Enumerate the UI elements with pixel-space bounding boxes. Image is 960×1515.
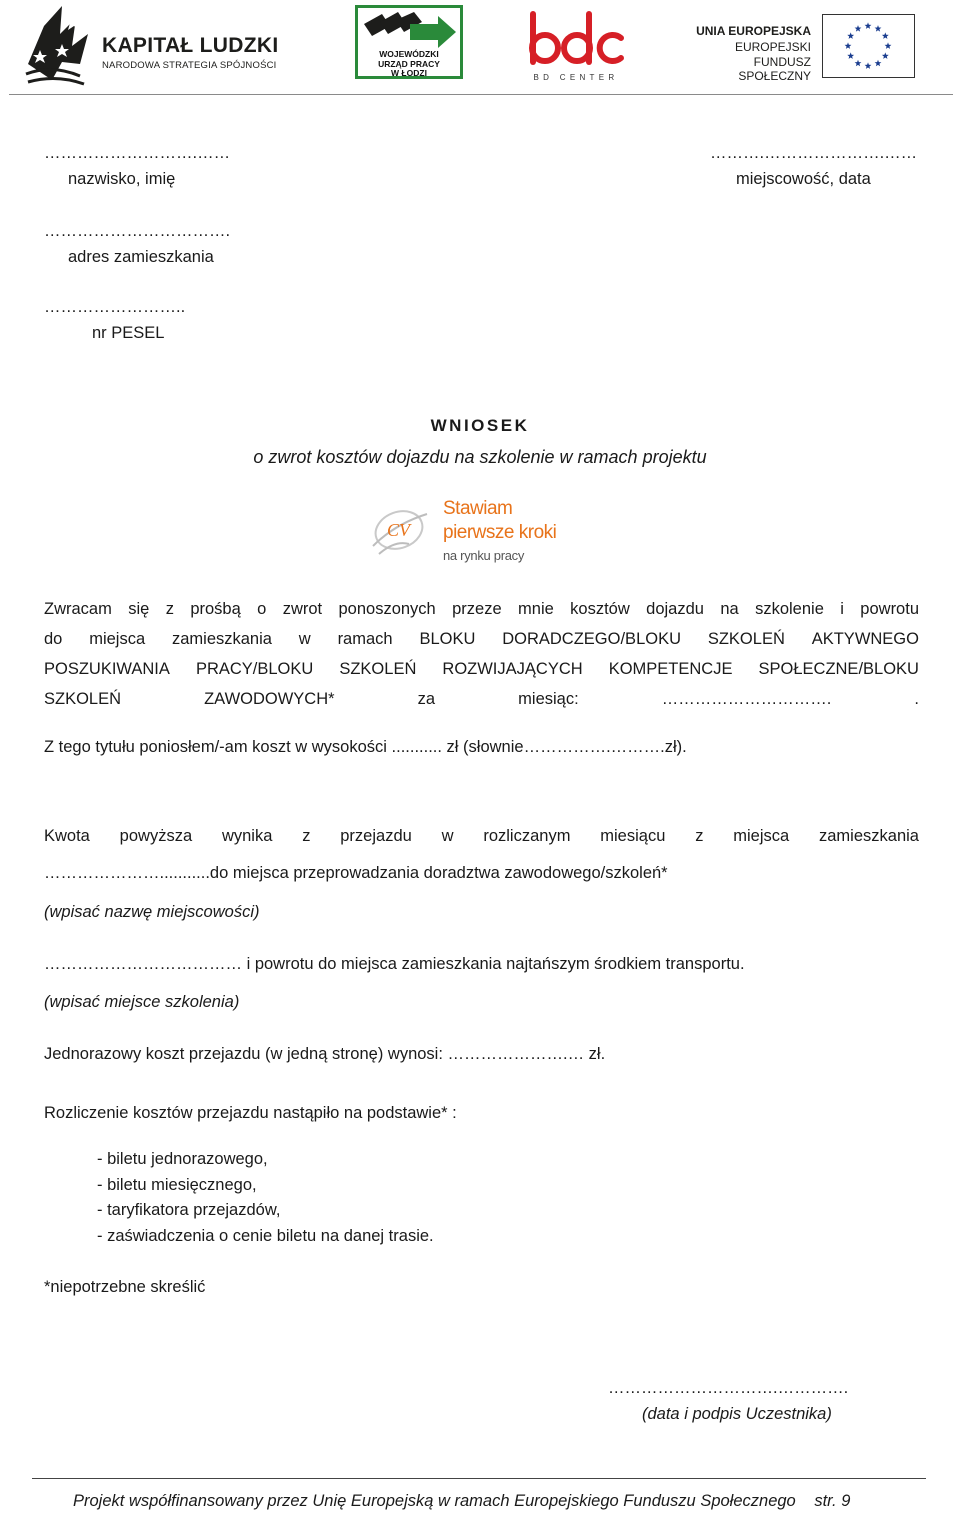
word: z [165, 600, 174, 618]
ue-line2: EUROPEJSKI [734, 40, 811, 54]
word: kosztów [570, 600, 630, 618]
bdc-logo [525, 10, 627, 82]
word: powrotu [860, 600, 919, 618]
word: AKTYWNEGO [811, 630, 919, 648]
word: miejsca [733, 827, 790, 845]
route-line-1 [44, 821, 919, 851]
eu-star-icon [875, 25, 882, 32]
eu-star-icon [882, 52, 889, 59]
word: przejazdu [340, 827, 412, 845]
wup-line2: URZĄD PRACY [378, 58, 440, 69]
signature-label: (data i podpis Uczestnika) [642, 1405, 832, 1423]
ue-efs-logo [685, 14, 917, 83]
request-line-2 [44, 624, 919, 654]
name-label: nazwisko, imię [68, 170, 176, 188]
word: się [128, 600, 150, 618]
word: z [695, 827, 704, 845]
route-line-3: ……………………………… i powrotu do miejsca zamieszkania najtańszym środkiem transportu. [44, 955, 745, 973]
address-dots: ……………………………. [44, 222, 231, 240]
word: do [44, 630, 63, 648]
word: szkolenie [755, 600, 824, 618]
eu-star-icon [865, 22, 872, 29]
kapital-ludzki-title: KAPITAŁ LUDZKI [102, 34, 279, 57]
kapital-ludzki-logo [22, 4, 302, 86]
eu-star-icon [865, 62, 872, 69]
word: ROZWIJAJĄCYCH [442, 660, 583, 678]
wup-text [358, 50, 460, 79]
one-way-cost: Jednorazowy koszt przejazdu (w jedną stronę) wynosi: ………………….… zł. [44, 1045, 606, 1063]
bdc-wordmark-icon [525, 10, 627, 70]
route-line-2: …………………...........do miejsca przeprowadzania doradztwa zawodowego/szkoleń* [44, 864, 668, 882]
word: KOMPETENCJE [608, 660, 733, 678]
bdc-subtitle: BD CENTER [533, 73, 619, 82]
word: przeze [452, 600, 502, 618]
word: w [298, 630, 311, 648]
request-line-1 [44, 594, 919, 624]
kapital-ludzki-subtitle: NARODOWA STRATEGIA SPÓJNOŚCI [102, 60, 277, 71]
page-title: WNIOSEK [430, 416, 530, 435]
settlement-item: - biletu miesięcznego, [97, 1175, 257, 1194]
word: rozliczanym [483, 827, 571, 845]
name-dots: ……………………….…… [44, 144, 231, 162]
page-number: str. 9 [814, 1492, 851, 1510]
word: DORADCZEGO/BLOKU [502, 630, 681, 648]
word: prośbą [190, 600, 241, 618]
eu-star-icon [875, 60, 882, 67]
eu-flag-icon [822, 14, 915, 78]
word: powyższa [119, 827, 193, 845]
eu-star-icon [845, 42, 852, 49]
eu-star-icon [855, 25, 862, 32]
word: mnie [518, 600, 554, 618]
settlement-item: - zaświadczenia o cenie biletu na danej trasie. [97, 1226, 434, 1245]
address-label: adres zamieszkania [68, 248, 214, 266]
word: Zwracam [44, 600, 112, 618]
project-logo-line2: pierwsze kroki [443, 522, 557, 543]
word: SPOŁECZNE/BLOKU [758, 660, 919, 678]
logo-bar [0, 0, 960, 96]
project-logo [363, 482, 573, 576]
page-subtitle: o zwrot kosztów dojazdu na szkolenie w ramach projektu [253, 447, 707, 467]
word: wynika [221, 827, 273, 845]
eu-star-icon [882, 32, 889, 39]
request-line-3 [44, 654, 919, 684]
place-date-dots: ……….………………….…… [710, 144, 918, 162]
eu-star-icon [885, 42, 892, 49]
eu-star-icon [847, 32, 854, 39]
ue-line3: FUNDUSZ SPOŁECZNY [738, 55, 811, 83]
request-paragraph [44, 594, 919, 714]
strike-note: *niepotrzebne skreślić [44, 1278, 206, 1296]
wup-line3: W ŁODZI [391, 68, 427, 78]
route-hint-training: (wpisać miejsce szkolenia) [44, 993, 240, 1011]
route-paragraph [44, 821, 919, 851]
place-date-label: miejscowość, data [736, 170, 871, 188]
request-line-4: SZKOLEŃ ZAWODOWYCH* za miesiąc: …………………………. . [44, 690, 919, 708]
pesel-dots: …………………….. [44, 298, 186, 316]
word: w [441, 827, 454, 845]
word: o [257, 600, 267, 618]
word: POSZUKIWANIA [44, 660, 170, 678]
ue-line1: UNIA EUROPEJSKA [696, 24, 811, 38]
kapital-ludzki-emblem-icon [22, 4, 100, 86]
word: ponoszonych [338, 600, 436, 618]
settlement-intro: Rozliczenie kosztów przejazdu nastąpiło na podstawie* : [44, 1104, 457, 1122]
word: zamieszkania [819, 827, 919, 845]
word: miejsca [89, 630, 146, 648]
word: z [302, 827, 311, 845]
word: PRACY/BLOKU [195, 660, 314, 678]
pesel-label: nr PESEL [92, 324, 165, 342]
word: ramach [337, 630, 393, 648]
route-hint-town: (wpisać nazwę miejscowości) [44, 903, 260, 921]
project-mark-text: CV [387, 520, 411, 540]
word: dojazdu [646, 600, 704, 618]
word: miesiącu [600, 827, 666, 845]
word: BLOKU [419, 630, 476, 648]
footer-divider [32, 1478, 926, 1479]
settlement-item: - taryfikatora przejazdów, [97, 1201, 281, 1220]
word: Kwota [44, 827, 90, 845]
cost-line: Z tego tytułu poniosłem/-am koszt w wysokości ........... zł (słownie…………….……….zł). [44, 738, 687, 756]
page-footer [73, 1492, 850, 1511]
signature-dots: ………………………….…………. [608, 1379, 849, 1397]
wup-lodz-logo [355, 5, 463, 79]
project-logo-line3: na rynku pracy [443, 548, 525, 563]
eu-stars-icon [823, 15, 914, 77]
footer-text: Projekt współfinansowany przez Unię Europejską w ramach Europejskiego Funduszu Społecznego [73, 1492, 796, 1510]
eu-star-icon [847, 52, 854, 59]
word: na [720, 600, 739, 618]
wup-arrow-icon [360, 10, 458, 52]
eu-star-icon [855, 60, 862, 67]
wup-line1: WOJEWÓDZKI [379, 49, 439, 59]
word: SZKOLEŃ [339, 660, 417, 678]
word: SZKOLEŃ [707, 630, 785, 648]
settlement-list [97, 1147, 434, 1249]
settlement-item: - biletu jednorazowego, [97, 1150, 268, 1168]
project-cv-mark-icon [365, 494, 437, 568]
word: i [840, 600, 844, 618]
word: zwrot [282, 600, 323, 618]
word: zamieszkania [171, 630, 272, 648]
header-divider [9, 94, 953, 95]
project-logo-line1: Stawiam [443, 498, 513, 519]
